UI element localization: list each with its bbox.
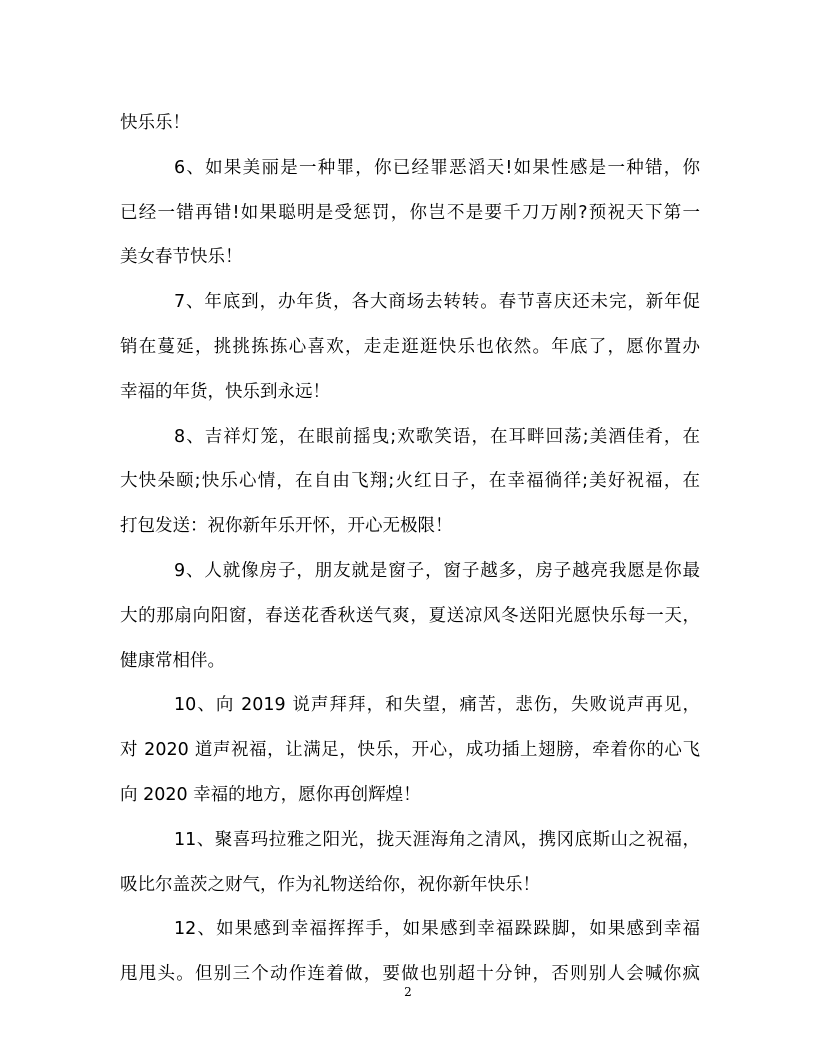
paragraph-12-line: 12、如果感到幸福挥挥手，如果感到幸福跺跺脚，如果感到幸福 [174,919,700,940]
paragraph-7-line: 7、年底到，办年货，各大商场去转转。春节喜庆还未完，新年促 [174,292,700,313]
text-line: 销在蔓延，挑挑拣拣心喜欢，走走逛逛快乐也依然。年底了，愿你置办 [120,336,700,357]
paragraph-11-line: 11、聚喜玛拉雅之阳光，拢天涯海角之清风，携冈底斯山之祝福， [174,829,700,850]
paragraph-8-line: 8、吉祥灯笼，在眼前摇曳;欢歌笑语，在耳畔回荡;美酒佳肴，在 [174,426,700,447]
text-line: 美女春节快乐！ [120,247,243,268]
body-text [120,101,700,997]
text-line: 向 2020 幸福的地方，愿你再创辉煌！ [120,784,421,805]
paragraph-6-line: 6、如果美丽是一种罪，你已经罪恶滔天!如果性感是一种错，你 [174,157,700,178]
text-line: 大的那扇向阳窗，春送花香秋送气爽，夏送凉风冬送阳光愿快乐每一天， [120,605,700,626]
paragraph-10-line: 10、向 2019 说声拜拜，和失望，痛苦，悲伤，失败说声再见， [174,695,700,716]
paragraph-9-line: 9、人就像房子，朋友就是窗子，窗子越多，房子越亮我愿是你最 [174,560,700,581]
text-line: 对 2020 道声祝福，让满足，快乐，开心，成功插上翅膀，牵着你的心飞 [120,740,700,761]
text-line: 大快朵颐;快乐心情，在自由飞翔;火红日子，在幸福徜徉;美好祝福，在 [120,471,700,492]
text-line: 幸福的年货，快乐到永远！ [120,381,330,402]
text-line: 快乐乐！ [120,113,190,133]
text-line: 甩甩头。但别三个动作连着做，要做也别超十分钟，否则别人会喊你疯 [120,964,700,985]
text-line: 吸比尔盖茨之财气，作为礼物送给你，祝你新年快乐！ [120,874,540,895]
text-line: 打包发送：祝你新年乐开怀，开心无极限！ [120,516,453,537]
text-line: 已经一错再错!如果聪明是受惩罚，你岂不是要千刀万剐?预祝天下第一 [120,202,700,223]
text-line: 健康常相伴。 [120,650,225,671]
page-number: 2 [404,985,412,999]
